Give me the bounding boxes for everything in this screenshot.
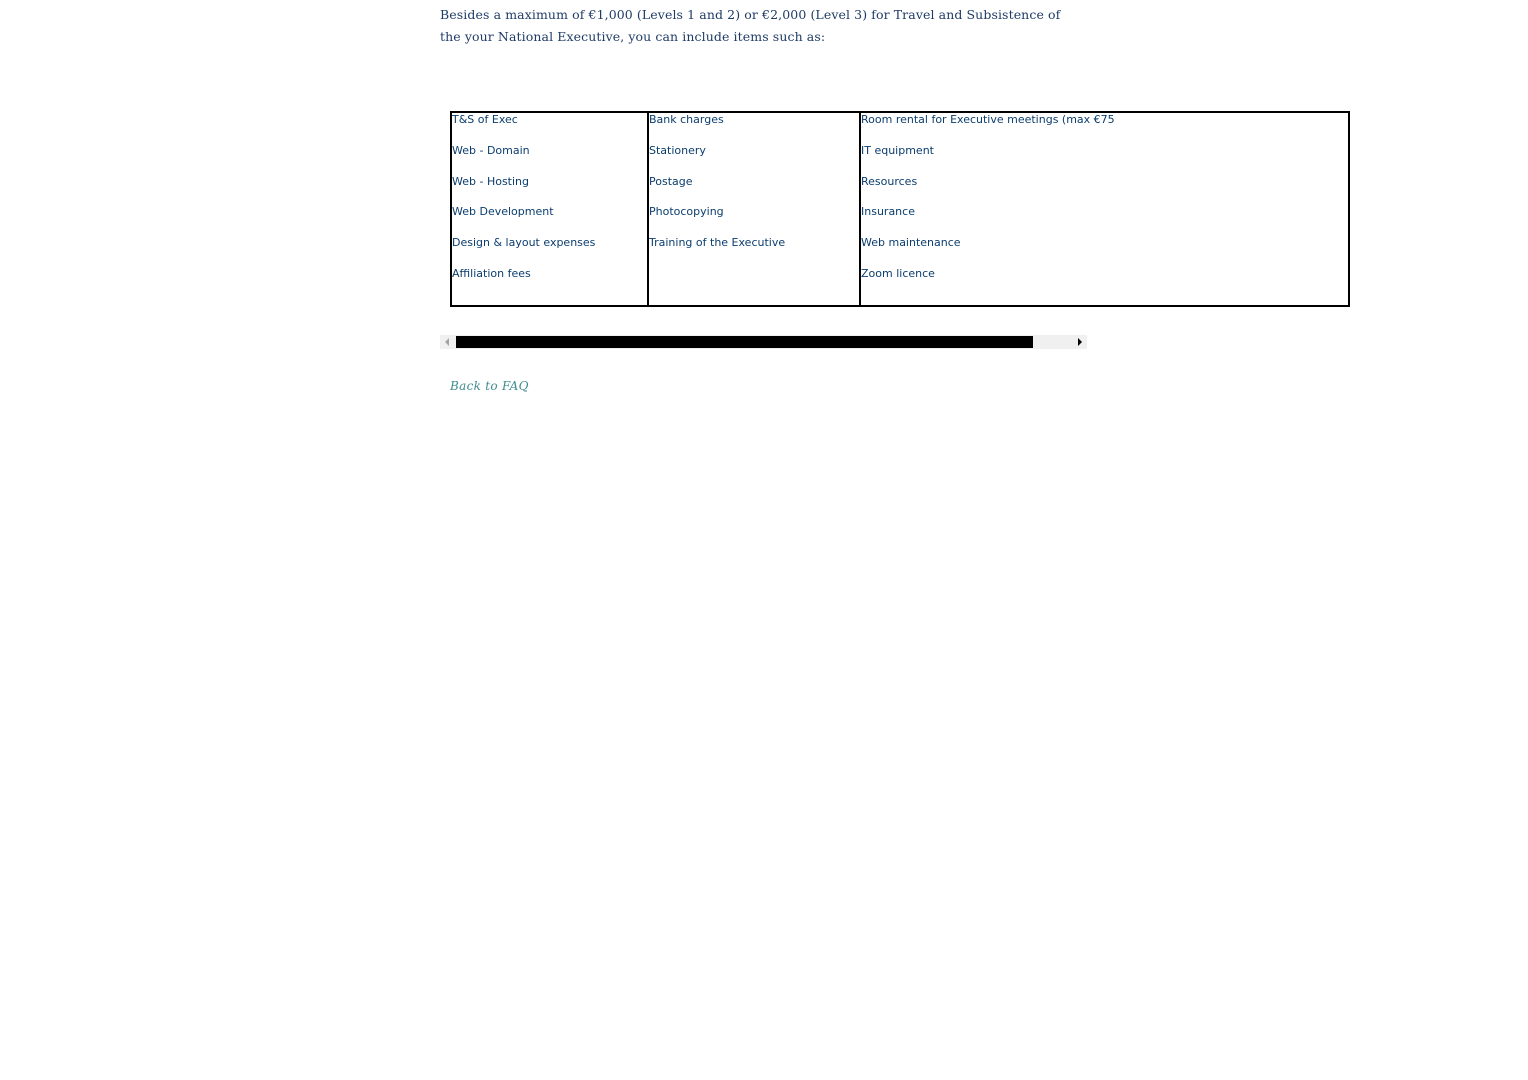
scroll-right-button[interactable]	[1073, 335, 1087, 349]
list-item: Bank charges	[649, 113, 724, 126]
list-item: Photocopying	[649, 205, 724, 219]
list-item: Web - Hosting	[452, 174, 529, 188]
items-table	[450, 111, 1350, 307]
intro-paragraph: Besides a maximum of €1,000 (Levels 1 and 2) or €2,000 (Level 3) for Travel and Subsistence of the your National Executive, you can include items such as:	[440, 7, 1061, 44]
scrollbar-thumb[interactable]	[456, 336, 1033, 348]
list-item: Design & layout expenses	[452, 236, 596, 250]
item-list-column-1	[452, 113, 647, 281]
table-viewport	[450, 111, 1115, 307]
list-item: IT equipment	[861, 143, 934, 157]
item-list-column-2	[649, 113, 859, 250]
list-item: Web maintenance	[861, 236, 961, 250]
list-item: Web Development	[452, 205, 554, 219]
list-item: Postage	[649, 174, 693, 188]
list-item: Zoom licence	[861, 266, 935, 280]
horizontal-scrollbar[interactable]	[440, 335, 1087, 349]
list-item: Web - Domain	[452, 143, 530, 157]
table-cell-column-2	[648, 112, 860, 306]
list-item: T&S of Exec	[452, 113, 518, 126]
list-item: Resources	[861, 174, 918, 188]
list-item: Affiliation fees	[452, 266, 531, 280]
arrow-left-icon	[445, 338, 449, 346]
list-item: Room rental for Executive meetings (max €75	[861, 113, 1115, 126]
list-item: Training of the Executive	[649, 236, 786, 250]
back-to-faq-link[interactable]: Back to FAQ	[450, 379, 529, 393]
item-list-column-3	[861, 113, 1348, 281]
scroll-left-button[interactable]	[440, 335, 454, 349]
list-item: Insurance	[861, 205, 915, 219]
table-cell-column-1	[451, 112, 648, 306]
arrow-right-icon	[1078, 338, 1082, 346]
table-row	[451, 112, 1349, 306]
table-cell-column-3	[860, 112, 1349, 306]
list-item: Stationery	[649, 143, 706, 157]
